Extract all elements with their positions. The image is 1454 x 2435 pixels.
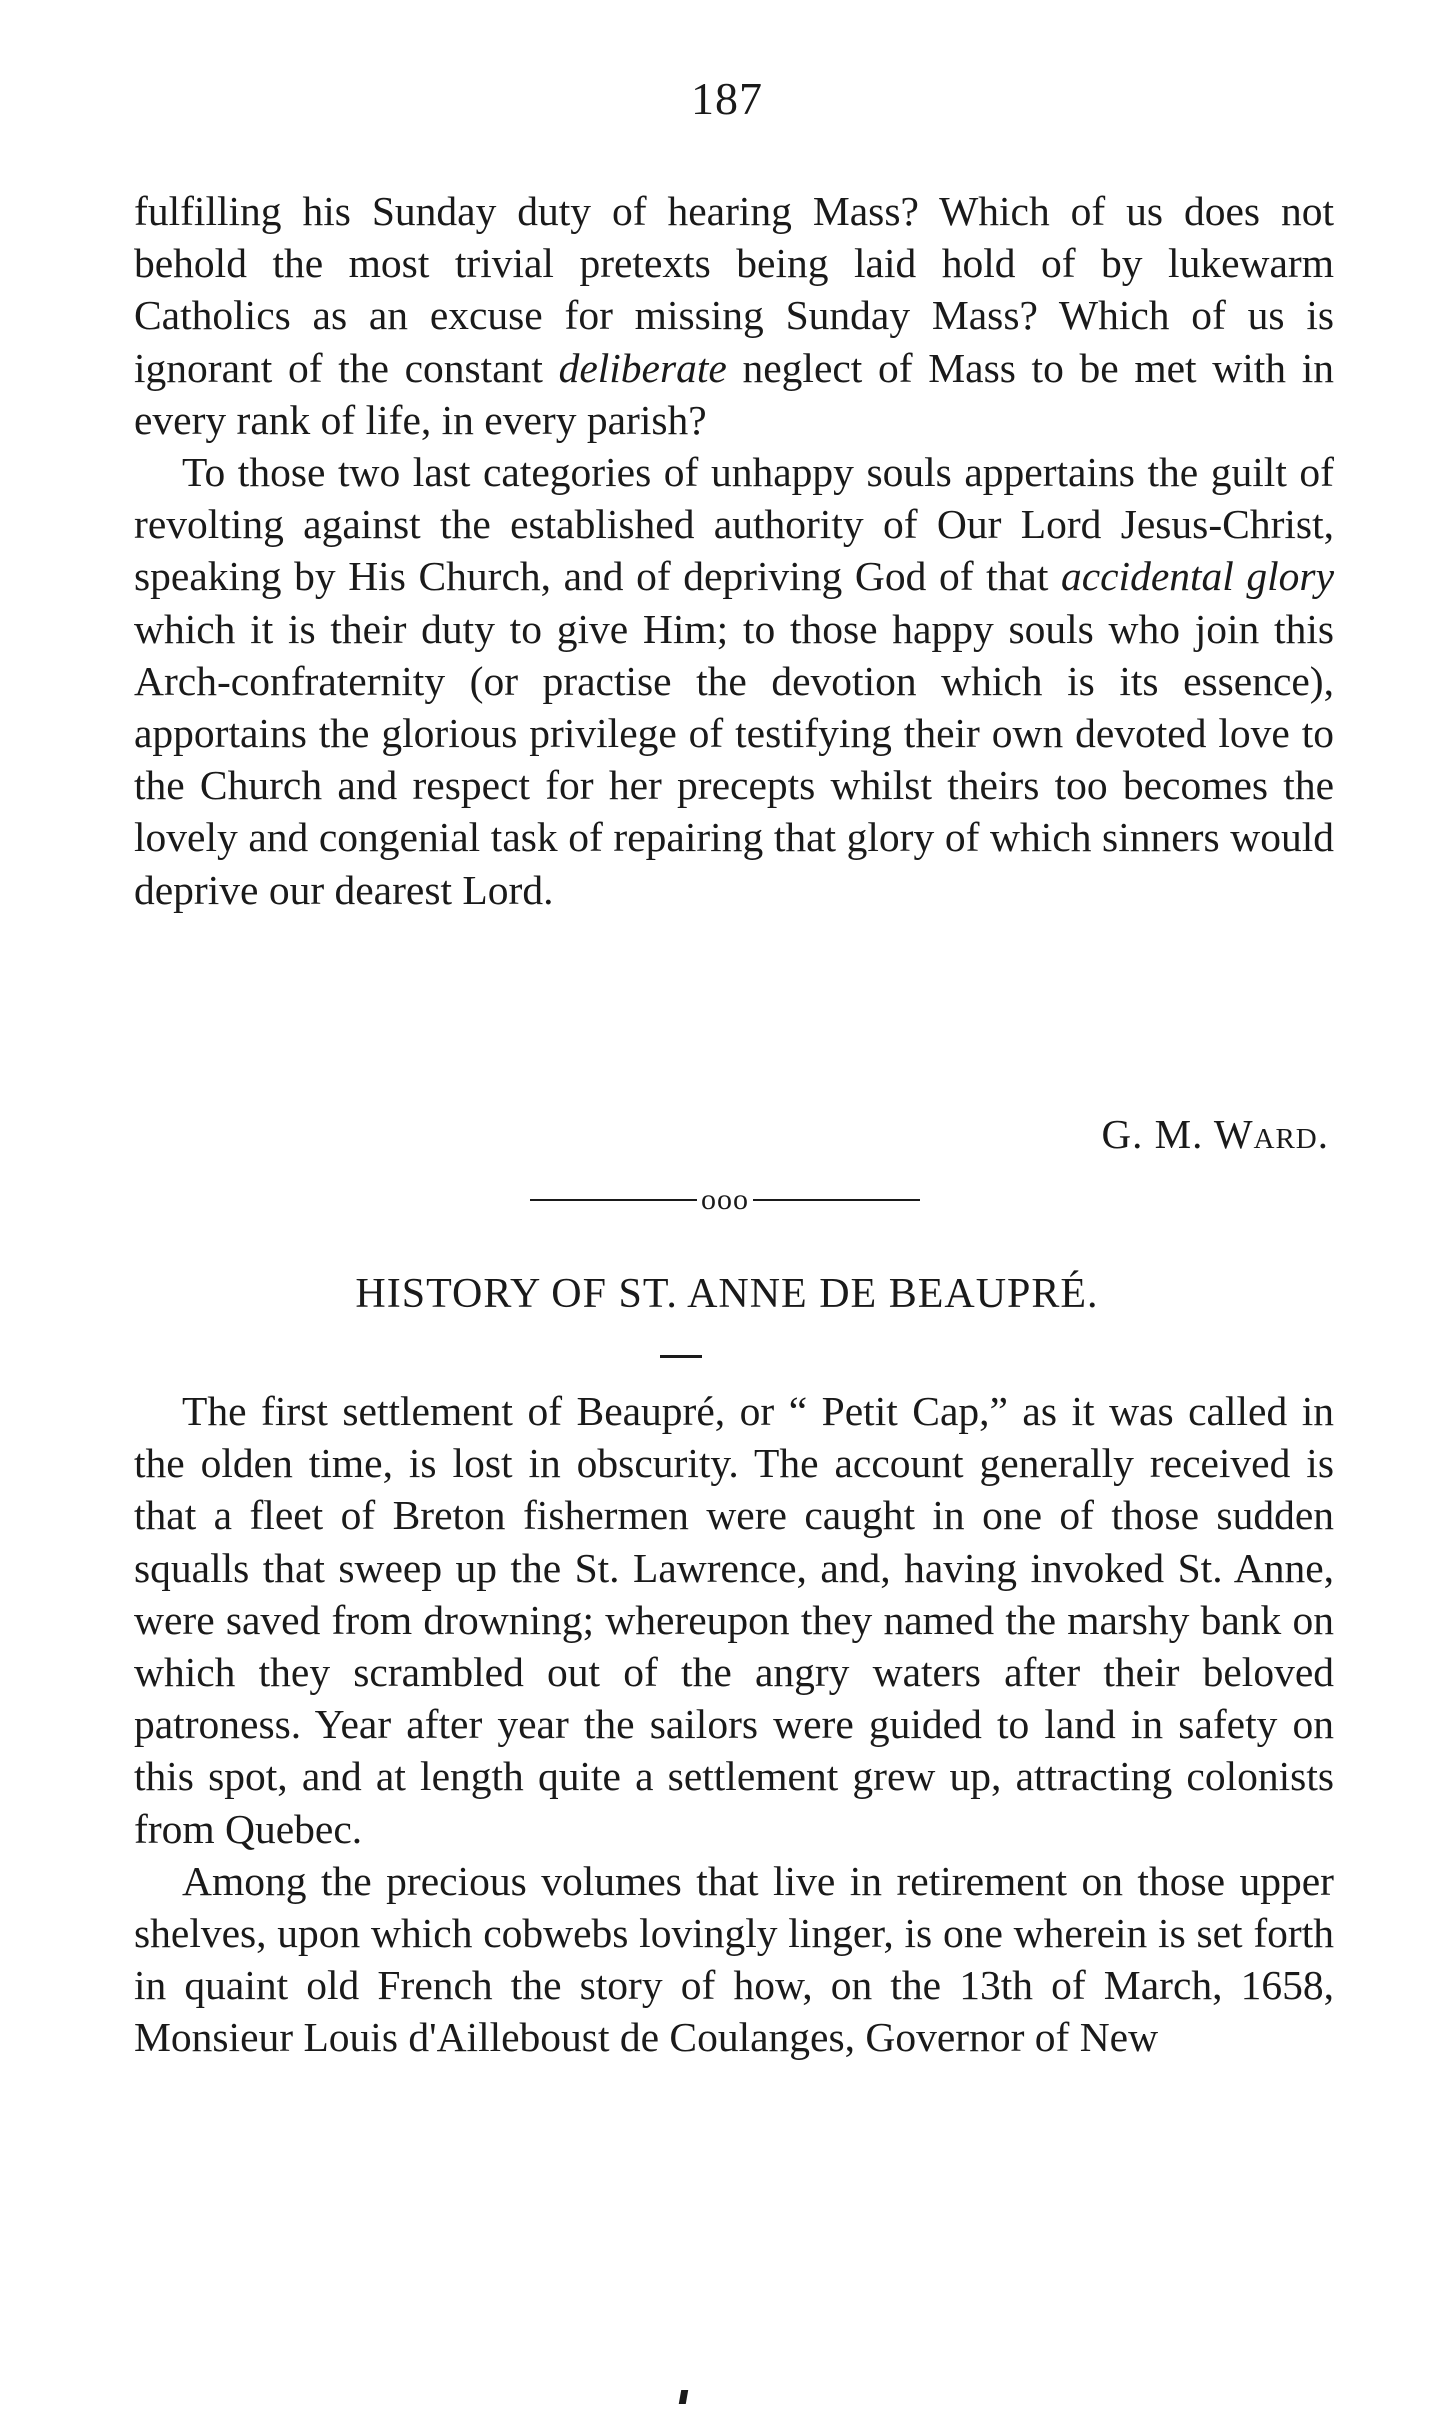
author-signature: G. M. Ward. xyxy=(1101,1111,1329,1157)
divider-ornament: ooo xyxy=(701,1183,749,1216)
article-title: HISTORY OF ST. ANNE DE BEAUPRÉ. xyxy=(355,1271,1099,1317)
divider-rule xyxy=(530,1199,697,1201)
page-number: 187 xyxy=(691,73,763,124)
paragraph: The first settlement of Beaupré, or “ Petit Cap,” as it was called in the olden time, is lost in obscurity. The account generally received is that a fleet of Breton fishermen were caught in one of those sudden squalls that sweep up the St. Lawrence, and, having invoked St. Anne, were saved from drowning; whereupon they named the marshy bank on which they scrambled out of the angry waters after their beloved patroness. Year after year the sailors were guided to land in safety on this spot, and at length quite a settlement grew up, attracting colonists from Quebec. xyxy=(134,1388,1334,1852)
article-body-continued xyxy=(134,185,1334,916)
emphasis-text: deliberate xyxy=(558,344,727,391)
emphasis-text: accidental glory xyxy=(1060,553,1334,600)
paragraph: To those two last categories of unhappy souls appertains the guilt of revolting against the established authority of Our Lord Jesus-Christ, speaking by His Church, and of depriving God of that accidental glory which it is their duty to give Him; to those happy souls who join this Arch-confraternity (or practise the devotion which is its essence), apportains the glorious privilege of testifying their own devoted love to the Church and respect for her precepts whilst theirs too becomes the lovely and congenial task of repairing that glory of which sinners would deprive our dearest Lord. xyxy=(134,449,1334,913)
title-underline xyxy=(660,1355,702,1358)
divider-rule xyxy=(753,1199,920,1201)
article-body xyxy=(134,1385,1334,2064)
paragraph: fulfilling his Sunday duty of hearing Mass? Which of us does not behold the most trivial pretexts being laid hold of by lukewarm Catholics as an excuse for missing Sunday Mass? Which of us is ignorant of the constant deliberate neglect of Mass to be met with in every rank of life, in every parish? xyxy=(134,188,1334,443)
paragraph: Among the precious volumes that live in retirement on those upper shelves, upon which cobwebs lovingly linger, is one wherein is set forth in quaint old French the story of how, on the 13th of March, 1658, Monsieur Louis d'Ailleboust de Coulanges, Governor of New xyxy=(134,1857,1334,2061)
ink-speck xyxy=(679,2390,688,2404)
section-divider xyxy=(530,1180,920,1220)
